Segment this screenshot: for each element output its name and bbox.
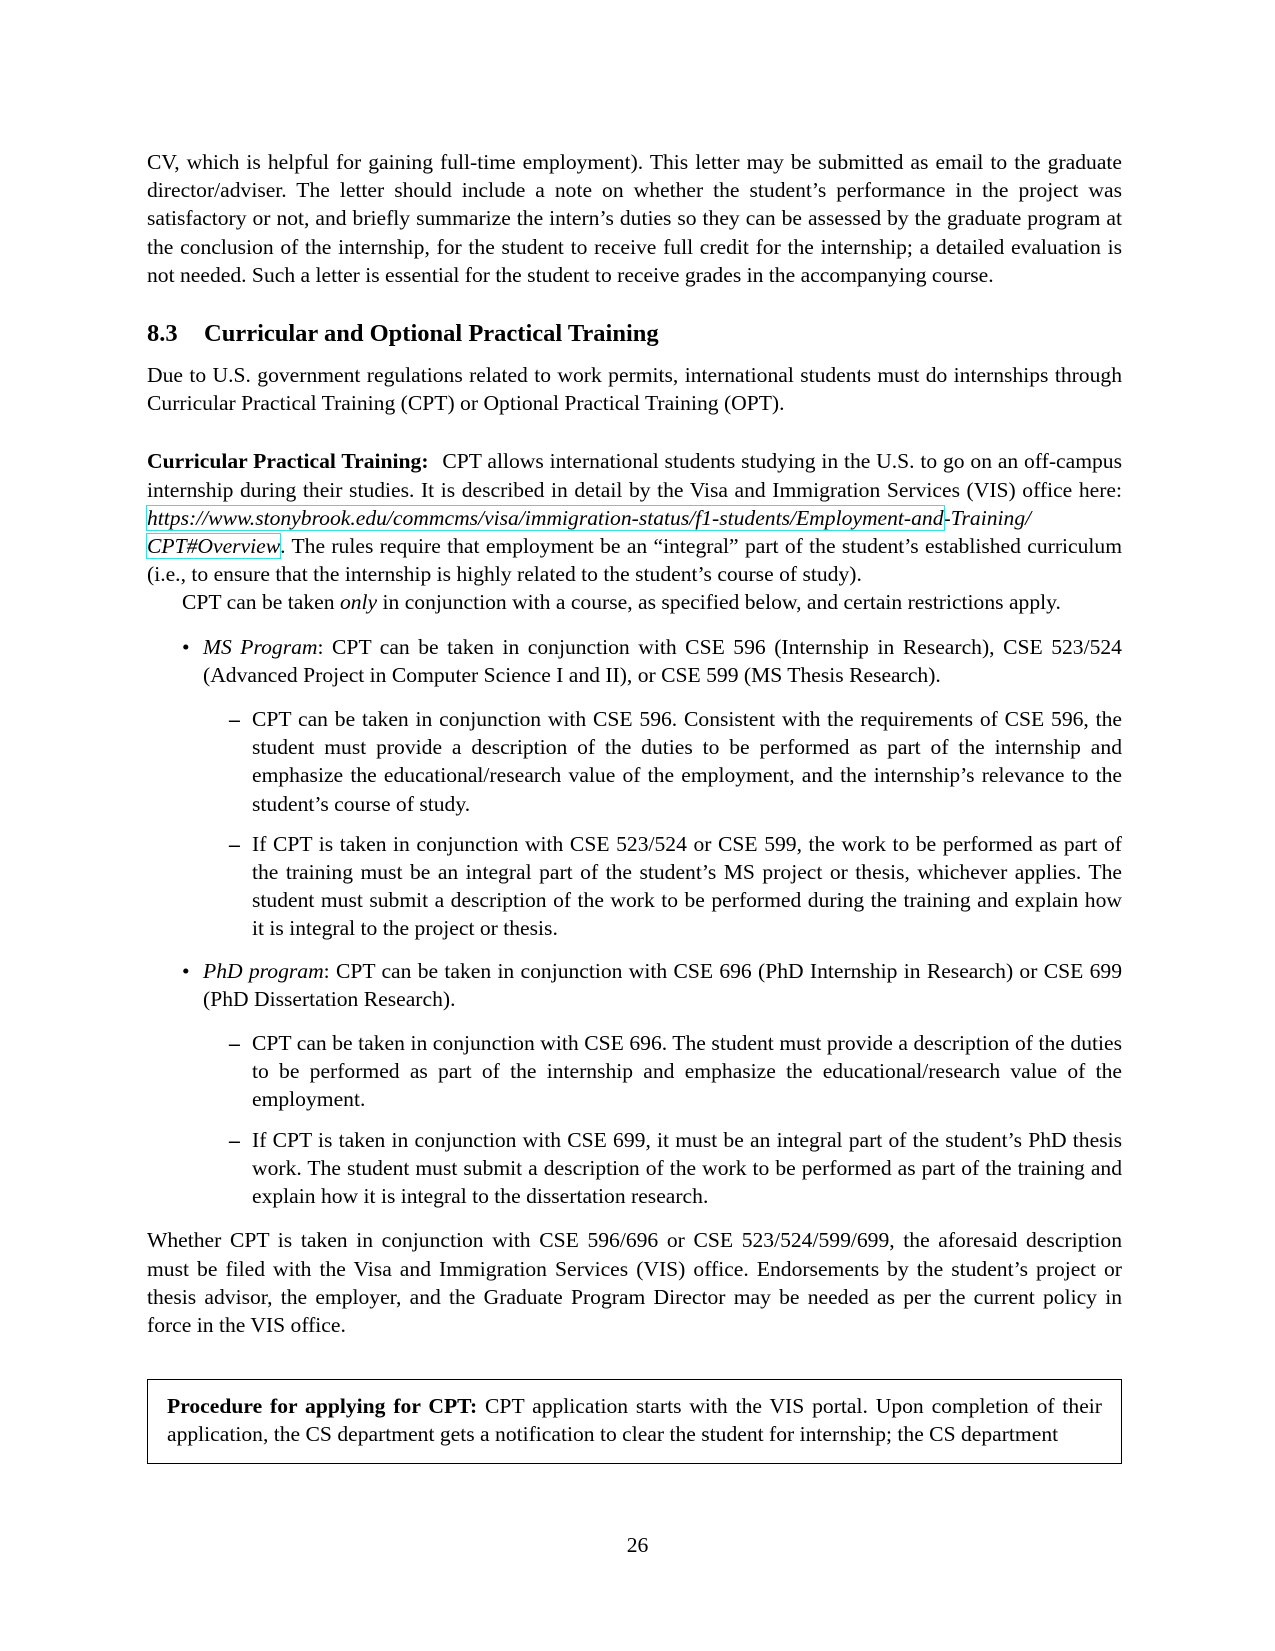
program-list xyxy=(147,633,1122,1211)
program-phd-name: PhD program xyxy=(203,958,324,983)
program-item-phd xyxy=(147,957,1122,1211)
document-page xyxy=(147,148,1122,1464)
list-item xyxy=(203,1126,1122,1211)
list-item xyxy=(203,830,1122,943)
list-item xyxy=(203,1029,1122,1114)
phd-subitems xyxy=(203,1029,1122,1210)
cpt-only-before: CPT can be taken xyxy=(182,590,335,615)
link-overflow-text: -Training/ xyxy=(943,505,1032,530)
phd-subitem-text: If CPT is taken in conjunction with CSE 699, it must be an integral part of the student’s PhD thesis work. The student must submit a description of the work to be performed as part of the training and explain how it is integral to the dissertation research. xyxy=(252,1127,1122,1209)
ms-subitem-text: CPT can be taken in conjunction with CSE 596. Consistent with the requirements of CSE 596, the student must provide a description of the duties to be performed as part of the internship and emphasize the educational/research value of the employment, and the internship’s relevance to the student’s course of study. xyxy=(252,707,1122,816)
link-line xyxy=(147,506,1031,530)
cpt-text-before-link: CPT allows international students studying in the U.S. to go on an off-campus internship during their studies. It is described in detail by the Visa and Immigration Services (VIS) office here: xyxy=(147,449,1122,502)
opening-paragraph: CV, which is helpful for gaining full-time employment). This letter may be submitted as email to the graduate director/adviser. The letter should include a note on whether the student’s performance in the project was satisfactory or not, and briefly summarize the intern’s duties so they can be assessed by the graduate program at the conclusion of the internship, for the student to receive full credit for the internship; a detailed evaluation is not needed. Such a letter is essential for the student to receive grades in the accompanying course. xyxy=(147,150,1122,287)
program-phd-description: : CPT can be taken in conjunction with CSE 696 (PhD Internship in Research) or CSE 699 (PhD Dissertation Research). xyxy=(203,958,1122,1011)
procedure-body: CPT application starts with the VIS portal. Upon completion of their application, the CS department gets a notification to clear the student for internship; the CS department xyxy=(167,1394,1102,1447)
cpt-only-after: in conjunction with a course, as specified below, and certain restrictions apply. xyxy=(382,590,1061,615)
cpt-paragraph xyxy=(147,447,1122,588)
section-number: 8.3 xyxy=(147,320,178,348)
vis-cpt-link[interactable]: https://www.stonybrook.edu/commcms/visa/immigration-status/f1-students/Employment-and xyxy=(147,505,944,530)
bullet-icon: • xyxy=(182,634,190,659)
cpt-text-after-link: . The rules require that employment be an “integral” part of the student’s established curriculum (i.e., to ensure that the internship is highly related to the student’s course of study). xyxy=(147,534,1122,587)
dash-icon: – xyxy=(229,1127,240,1152)
procedure-text xyxy=(167,1392,1102,1448)
cpt-lead: Curricular Practical Training: xyxy=(147,449,429,474)
program-ms-description: : CPT can be taken in conjunction with CSE 596 (Internship in Research), CSE 523/524 (Advanced Project in Computer Science I and II), or CSE 599 (MS Thesis Research). xyxy=(203,634,1122,687)
dash-icon: – xyxy=(229,831,240,856)
cpt-only-paragraph xyxy=(147,588,1122,616)
list-item xyxy=(203,705,1122,818)
bullet-icon: • xyxy=(182,958,190,983)
ms-subitems xyxy=(203,705,1122,943)
section-title: Curricular and Optional Practical Training xyxy=(204,320,659,348)
program-phd-text xyxy=(203,957,1122,1013)
program-ms-name: MS Program xyxy=(203,634,318,659)
dash-icon: – xyxy=(229,1031,240,1056)
section-heading xyxy=(147,319,1122,349)
program-item-ms xyxy=(147,633,1122,943)
intro-paragraph: Due to U.S. government regulations related to work permits, international students must do internships through Curricular Practical Training (CPT) or Optional Practical Training (OPT). xyxy=(147,363,1122,416)
page-number: 26 xyxy=(626,1533,649,1557)
cpt-only-emphasis: only xyxy=(339,590,378,615)
procedure-lead: Procedure for applying for CPT: xyxy=(167,1394,478,1419)
closing-paragraph: Whether CPT is taken in conjunction with CSE 596/696 or CSE 523/524/599/699, the aforesaid description must be filed with the Visa and Immigration Services (VIS) office. Endorsements by the student’s project or thesis advisor, the employer, and the Graduate Program Director may be needed as per the current policy in force in the VIS office. xyxy=(147,1228,1122,1337)
phd-subitem-text: CPT can be taken in conjunction with CSE 696. The student must provide a description of the duties to be performed as part of the internship and emphasize the educational/research value of the employment. xyxy=(252,1031,1122,1112)
program-ms-text xyxy=(203,633,1122,689)
procedure-box xyxy=(147,1379,1122,1463)
dash-icon: – xyxy=(229,707,240,732)
vis-cpt-link-continued[interactable]: CPT#Overview xyxy=(147,534,281,559)
ms-subitem-text: If CPT is taken in conjunction with CSE 523/524 or CSE 599, the work to be performed as part of the training must be an integral part of the student’s MS project or thesis, whichever applies. The student must submit a description of the work to be performed during the training and explain how it is integral to the project or thesis. xyxy=(252,831,1122,941)
